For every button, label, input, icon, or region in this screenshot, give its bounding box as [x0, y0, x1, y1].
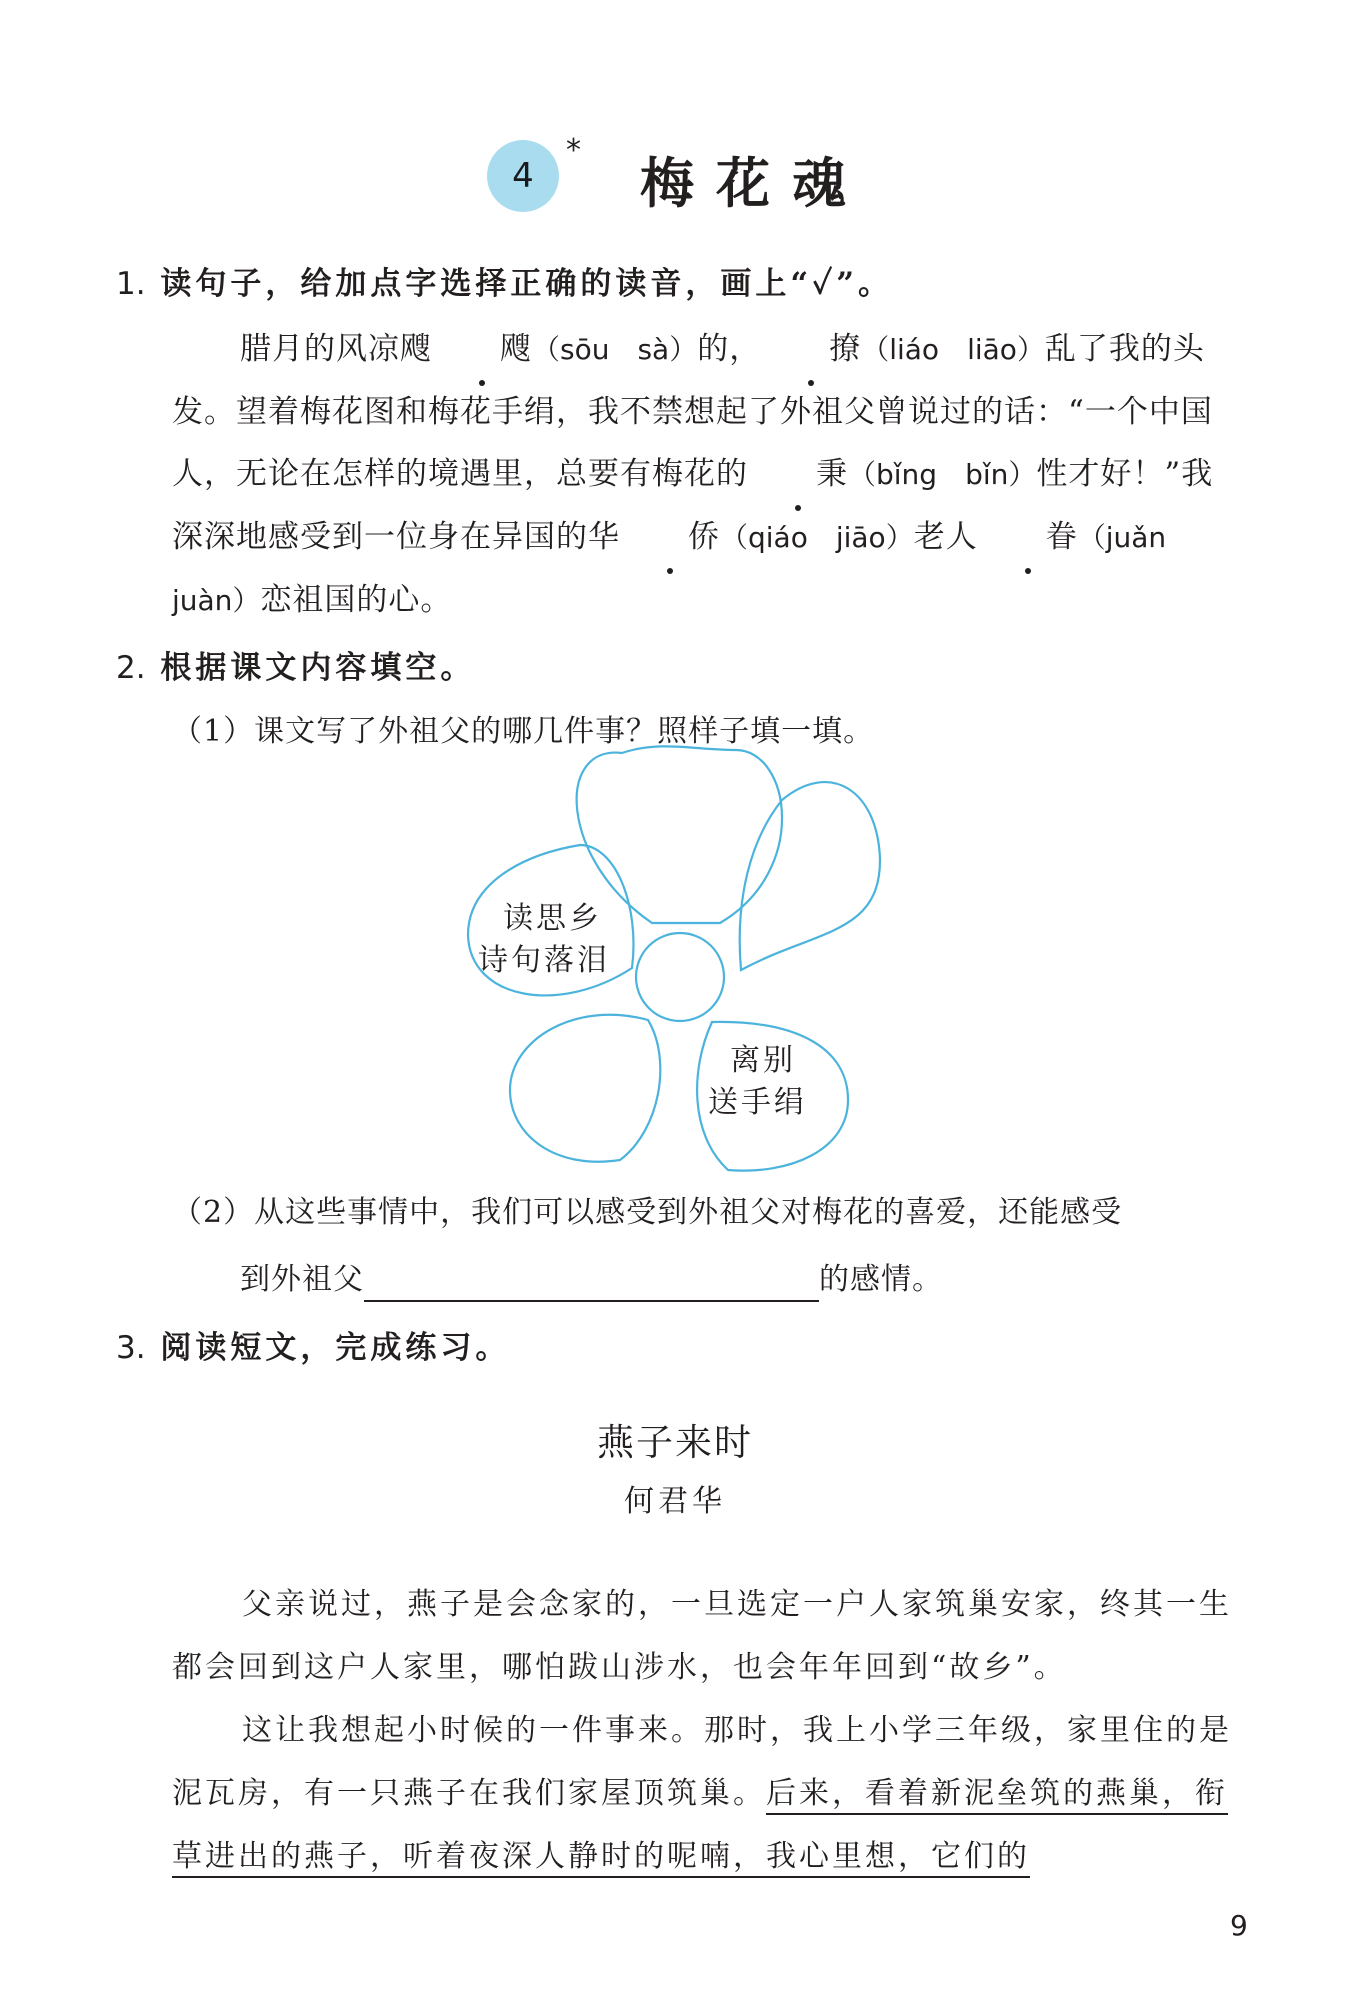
text-segment: 恋祖国的心。 — [260, 582, 453, 618]
answer-blank[interactable] — [364, 1266, 819, 1302]
text-segment: 乱了我的头发。望着梅花图和梅花手绢，我不禁想起了外祖父曾说过的话：“一个中国人，无论在怎样的境遇里，总要有梅花的 — [172, 331, 1213, 492]
optional-lesson-star: * — [566, 133, 581, 168]
petal-left-line-1: 读思乡 — [503, 901, 602, 936]
dotted-char-liao: 撩 — [761, 318, 861, 380]
dotted-char-qiao: 侨 — [620, 506, 720, 568]
text-segment: 老人 — [913, 519, 978, 555]
text-segment: 腊月的风凉 — [240, 331, 400, 367]
petal-top[interactable] — [577, 746, 782, 923]
article-body — [172, 1573, 1234, 1888]
pinyin-choice-qiao[interactable]: （qiáo jiāo） — [720, 521, 914, 554]
text-segment: 性才好！”我深深地感受到一位身在异国的华 — [172, 456, 1214, 555]
question-3-heading — [116, 1326, 510, 1370]
pinyin-choice-juan[interactable]: （juǎn juàn） — [172, 521, 1195, 617]
page-number: 9 — [1230, 1909, 1248, 1942]
question-3-prompt: 阅读短文，完成练习。 — [160, 1330, 511, 1366]
underlined-sentence-continued: 燕巢，衔草进出的燕子，听着夜深人静时的呢喃，我心里想，它们的 — [172, 1776, 1228, 1878]
petal-right-line-1: 离别 — [730, 1043, 796, 1078]
char-sou-1: 飕 — [400, 331, 432, 367]
text-segment: 到外祖父 — [240, 1262, 364, 1297]
text-segment: 的感情。 — [819, 1262, 943, 1297]
text-segment: 的， — [697, 331, 762, 367]
question-2-sub-2-blank-line — [240, 1258, 943, 1302]
pinyin-choice-bing[interactable]: （bǐng bǐn） — [848, 458, 1037, 491]
flower-center — [636, 933, 724, 1021]
text-segment: 这让我想起小时候的一件事来。那时，我上小学三年级，家里住的是泥瓦房，有一只燕子在我们家屋顶筑巢。 — [172, 1713, 1232, 1811]
underlined-sentence: 后来，看着新泥垒筑的 — [766, 1776, 1096, 1815]
dotted-char-juan: 眷 — [978, 506, 1078, 568]
lesson-number: 4 — [512, 156, 534, 196]
petal-right-line-2: 送手绢 — [708, 1085, 807, 1120]
pinyin-choice-liao[interactable]: （liáo liāo） — [861, 333, 1045, 366]
question-2-prompt: 根据课文内容填空。 — [160, 650, 476, 686]
article-title: 燕子来时 — [597, 1421, 753, 1464]
question-2-sub-1: （1）课文写了外祖父的哪几件事？照样子填一填。 — [172, 714, 875, 749]
dotted-char-sou: 飕 — [432, 318, 532, 380]
article-paragraph-1: 父亲说过，燕子是会念家的，一旦选定一户人家筑巢安家，终其一生都会回到这户人家里，哪怕跋山涉水，也会年年回到“故乡”。 — [172, 1587, 1232, 1685]
question-2-number: 2. — [116, 650, 146, 686]
petal-right[interactable] — [740, 782, 880, 970]
lesson-title: 梅花魂 — [640, 151, 868, 215]
article-paragraph-2 — [172, 1699, 1234, 1888]
question-1-prompt: 读句子，给加点字选择正确的读音，画上“✓”。 — [160, 266, 894, 302]
question-3-number: 3. — [116, 1330, 146, 1366]
article-author: 何君华 — [624, 1484, 726, 1519]
question-1-number: 1. — [116, 266, 146, 302]
question-2-sub-2: （2）从这些事情中，我们可以感受到外祖父对梅花的喜爱，还能感受 — [172, 1195, 1123, 1230]
petal-left-line-2: 诗句落泪 — [478, 943, 610, 978]
pinyin-choice-sou[interactable]: （sōu sà） — [532, 333, 698, 366]
petal-bottom-left[interactable] — [510, 1015, 660, 1162]
dotted-char-bing: 秉 — [748, 443, 848, 505]
